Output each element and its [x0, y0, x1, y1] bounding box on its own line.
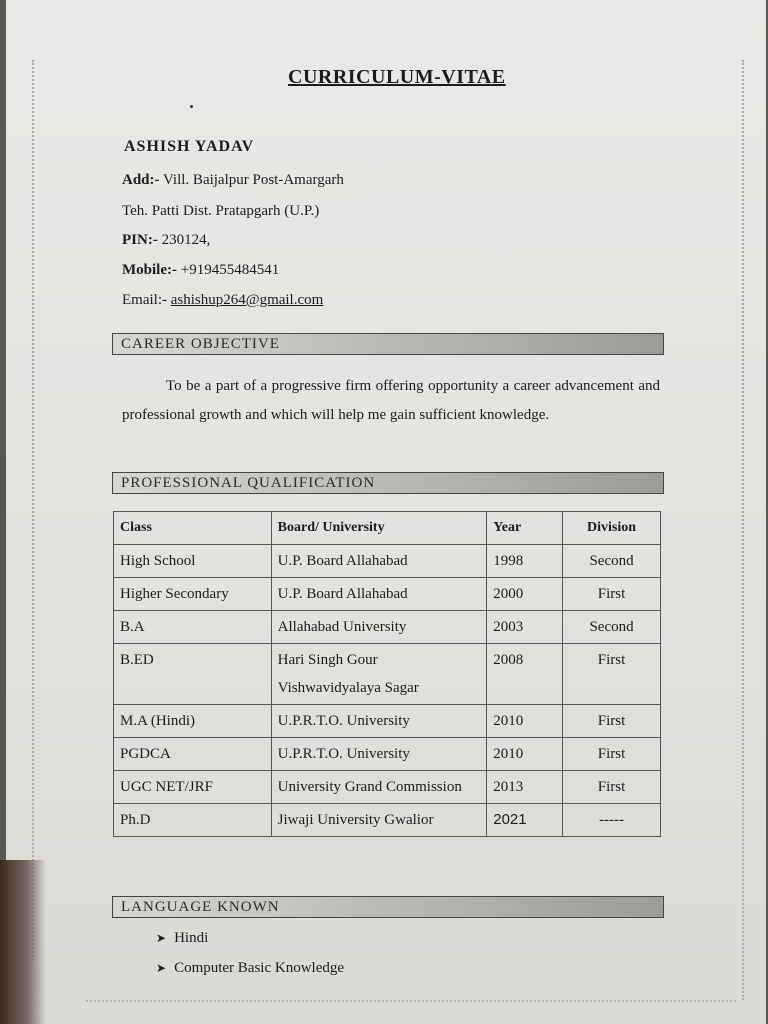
cell-division: First [563, 738, 661, 771]
header-year: Year [487, 512, 563, 545]
language-item: Computer Basic Knowledge [174, 960, 345, 976]
cell-board: Jiwaji University Gwalior [271, 804, 487, 837]
cell-class: High School [114, 545, 272, 578]
table-row [114, 738, 661, 771]
header-class: Class [114, 512, 272, 545]
address-line-1 [122, 172, 344, 189]
email-value: ashishup264@gmail.com [170, 292, 324, 308]
table-header-row [114, 512, 661, 545]
email-line [122, 292, 323, 309]
cell-division: First [563, 644, 661, 705]
table-row [114, 705, 661, 738]
pin-label: PIN:- [122, 232, 158, 248]
arrow-bullet-icon: ➤ [156, 931, 167, 945]
cell-class: PGDCA [114, 738, 272, 771]
cell-board: U.P. Board Allahabad [271, 545, 487, 578]
address-label: Add:- [122, 172, 160, 188]
page-border-bottom [86, 998, 736, 1002]
pin-value: 230124, [161, 232, 211, 248]
professional-qualification-heading: PROFESSIONAL QUALIFICATION [121, 475, 376, 491]
address-line-2: Teh. Patti Dist. Pratapgarh (U.P.) [122, 203, 320, 219]
cell-year: 2010 [487, 705, 563, 738]
pin-line [122, 232, 210, 249]
cell-year: 2008 [487, 644, 563, 705]
cell-board: U.P. Board Allahabad [271, 578, 487, 611]
address-value: Vill. Baijalpur Post-Amargarh [163, 172, 344, 188]
mobile-value: +919455484541 [180, 262, 280, 278]
objective-text: To be a part of a progressive firm offering opportunity a career advancement and professional growth and which will help me gain sufficient knowledge. [122, 378, 660, 423]
cell-division: Second [563, 545, 661, 578]
page-border-right [736, 60, 744, 1000]
cell-board: University Grand Commission [271, 771, 487, 804]
cell-year: 2013 [487, 771, 563, 804]
cell-division: ----- [563, 804, 661, 837]
cell-class: B.ED [114, 644, 272, 705]
professional-qualification-banner [112, 472, 664, 494]
arrow-bullet-icon: ➤ [156, 961, 167, 975]
language-item: Hindi [174, 930, 209, 946]
document-title: CURRICULUM-VITAE [288, 66, 506, 88]
header-board: Board/ University [271, 512, 487, 545]
photo-edge-shadow [0, 860, 46, 1024]
cell-year: 2021 [487, 804, 563, 837]
career-objective-banner [112, 333, 664, 355]
mobile-label: Mobile:- [122, 262, 177, 278]
document-page [6, 0, 766, 1024]
cell-board: U.P.R.T.O. University [271, 705, 487, 738]
list-item [156, 930, 208, 947]
page-border-left [32, 60, 40, 960]
cell-board: Allahabad University [271, 611, 487, 644]
qualification-table [113, 511, 661, 837]
mobile-line [122, 262, 279, 279]
table-row [114, 804, 661, 837]
cell-class: Higher Secondary [114, 578, 272, 611]
cell-class: UGC NET/JRF [114, 771, 272, 804]
cell-year: 1998 [487, 545, 563, 578]
applicant-name: ASHISH YADAV [124, 138, 255, 155]
list-item [156, 960, 344, 977]
cell-division: First [563, 771, 661, 804]
table-row [114, 545, 661, 578]
table-row [114, 611, 661, 644]
cell-year: 2010 [487, 738, 563, 771]
cell-board: U.P.R.T.O. University [271, 738, 487, 771]
header-division: Division [563, 512, 661, 545]
ink-speck [190, 105, 193, 108]
cell-class: B.A [114, 611, 272, 644]
language-known-banner [112, 896, 664, 918]
cell-year: 2003 [487, 611, 563, 644]
table-row [114, 771, 661, 804]
table-row [114, 644, 661, 705]
cell-class: Ph.D [114, 804, 272, 837]
language-known-heading: LANGUAGE KNOWN [121, 899, 280, 915]
table-row [114, 578, 661, 611]
cell-board: Hari Singh Gour Vishwavidyalaya Sagar [271, 644, 487, 705]
cell-division: Second [563, 611, 661, 644]
cell-year: 2000 [487, 578, 563, 611]
cell-class: M.A (Hindi) [114, 705, 272, 738]
cell-division: First [563, 705, 661, 738]
career-objective-heading: CAREER OBJECTIVE [121, 336, 280, 352]
cell-division: First [563, 578, 661, 611]
email-label: Email:- [122, 292, 167, 308]
objective-paragraph [122, 372, 660, 430]
